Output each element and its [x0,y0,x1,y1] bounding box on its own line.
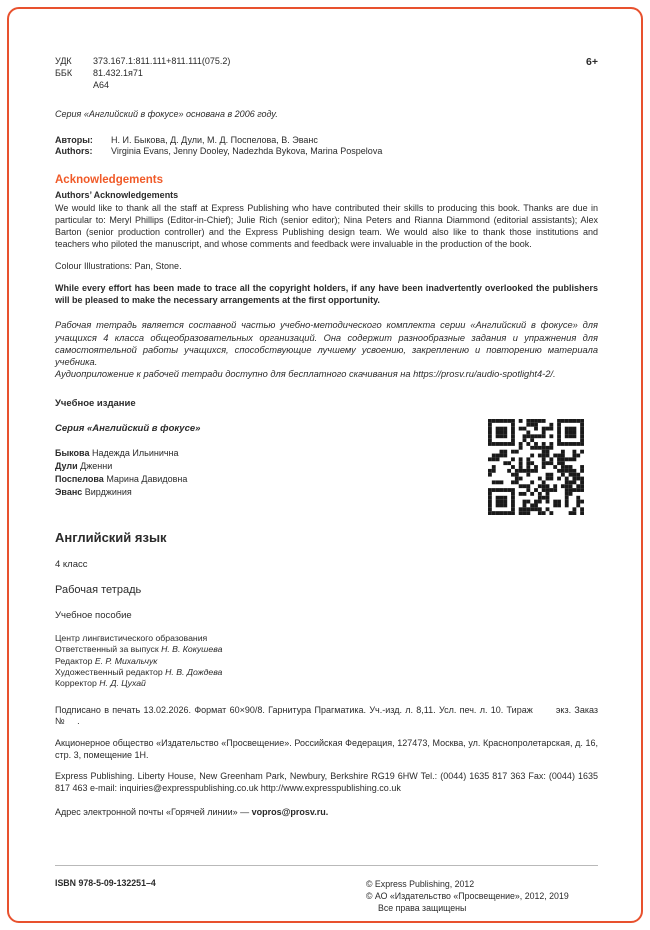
book-type-label: Рабочая тетрадь [55,583,142,596]
staff-line [55,656,598,667]
author-given-name: Дженни [77,460,113,471]
edition-author [55,486,200,499]
auth-code: А64 [93,79,110,90]
publisher-address-ru: Акционерное общество «Издательство «Просвещение». Российская Федерация, 127473, Москва, ул. Краснопролетарская, д. 16, стр. 3, помещение 1Н. [55,738,598,761]
edition-authors-column [55,423,200,515]
copyright-express: © Express Publishing, 2012 [366,878,475,889]
hotline-email: vopros@prosv.ru. [251,806,329,817]
print-run-info: Подписано в печать 13.02.2026. Формат 60×90/8. Гарнитура Прагматика. Уч.-изд. л. 8,11. Усл. печ. л. 10. Тираж экз. Заказ № . [55,704,598,727]
author-given-name: Надежда Ильинична [89,447,179,458]
staff-role: Центр лингвистического образования [55,633,208,644]
bbk-label: ББК [55,67,73,78]
copyright-block [366,878,598,915]
all-rights-reserved: Все права защищены [378,903,467,914]
edition-row [55,423,598,515]
audio-download-note: Аудиоприложение к рабочей тетради доступно для бесплатного скачивания на https://prosv.ru/audio-spotlight4-2/. [55,369,556,380]
series-founded-note: Серия «Английский в фокусе» основана в 2006 году. [55,108,278,119]
colour-illustrations-note: Colour Illustrations: Pan, Stone. [55,260,182,271]
authors-en-value: Virginia Evans, Jenny Dooley, Nadezhda Bykova, Marina Pospelova [111,146,383,157]
bbk-value: 81.432.1я71 [93,67,143,78]
author-surname: Поспелова [55,473,104,484]
staff-line [55,644,598,655]
author-given-name: Вирджиния [82,486,132,497]
staff-role: Редактор [55,655,95,666]
staff-role: Ответственный за выпуск [55,644,162,655]
authors-ru-label: Авторы: [55,134,93,145]
imprint-page [55,56,598,915]
grade-label: 4 класс [55,559,88,571]
staff-name: Е. Р. Михальчук [94,655,158,666]
edition-author-list [55,447,200,499]
udk-label: УДК [55,56,72,66]
footer-divider [55,865,598,866]
author-surname: Дули [55,460,78,471]
copyright-prosveshchenie: © АО «Издательство «Просвещение», 2012, 2019 [366,891,569,902]
hotline-line [55,807,598,819]
staff-line [55,678,598,689]
edition-heading: Учебное издание [55,397,136,409]
staff-name: Н. Д. Цухай [99,678,146,689]
book-subject-title: Английский язык [55,530,167,546]
edition-author [55,473,200,486]
isbn-number: ISBN 978-5-09-132251–4 [55,877,156,888]
footer-row [55,878,598,915]
classification-codes [55,56,230,92]
hotline-prefix: Адрес электронной почты «Горячей линии» — [55,806,252,817]
annotation-paragraph [55,319,598,380]
qr-code [488,419,584,515]
staff-line [55,667,598,678]
staff-name: Н. В. Кокушева [161,644,223,655]
staff-name: Н. В. Дождева [165,666,223,677]
acknowledgements-subtitle: Authors’ Acknowledgements [55,190,179,201]
age-rating-badge: 6+ [586,56,598,68]
classification-block [55,56,598,92]
acknowledgements-body: We would like to thank all the staff at Express Publishing who have contributed their skills to producing this book. Thanks are due in particular to: Meryl Phillips (Editor-in-Chief); Julie Rich (senior editor); Nina Peters and Rianna Diammond (editorial assistants); Alex Barton (senior production controller) and the Express Publishing design team. We would also like to thank those institutions and teachers who piloted the manuscript, and whose comments and feedback were invaluable in the production of the book. [55,203,598,249]
staff-line [55,633,598,644]
edition-kind-label: Учебное пособие [55,610,132,622]
authors-ru-value: Н. И. Быкова, Д. Дули, М. Д. Поспелова, В. Эванс [111,134,318,145]
annotation-body: Рабочая тетрадь является составной частью учебно-методического комплекта серии «Английский в фокусе» для учащихся 4 класса общеобразовательных организаций. Она содержит разнообразные задания и упражнения для самостоятельной работы учащихся, способствующие лучшему усвоению, закреплению и повторению материала учебника. [55,320,598,368]
auth-code-spacer [55,80,93,92]
udk-value: 373.167.1:811.111+811.111(075.2) [93,56,231,66]
author-given-name: Марина Давидовна [103,473,188,484]
edition-author [55,460,200,473]
editorial-staff-list [55,633,598,690]
author-surname: Эванс [55,486,83,497]
staff-role: Корректор [55,678,100,689]
staff-role: Художественный редактор [55,666,166,677]
edition-author [55,447,200,460]
publisher-address-en: Express Publishing. Liberty House, New Greenham Park, Newbury, Berkshire RG19 6HW Tel.: (0044) 1635 817 363 Fax: (0044) 1635 817 463 e-mail: inquiries@expresspublishing.co.uk http://www.expresspublishing.co.uk [55,771,598,793]
edition-series-title: Серия «Английский в фокусе» [55,423,201,435]
acknowledgements-title: Acknowledgements [55,174,163,187]
copyright-holders-notice: While every effort has been made to trace all the copyright holders, if any have been inadvertently overlooked the publishers will be pleased to make the necessary arrangements at the first opportunity. [55,282,598,305]
author-surname: Быкова [55,447,90,458]
authors-en-label: Authors: [55,146,93,157]
authors-block [55,135,598,159]
